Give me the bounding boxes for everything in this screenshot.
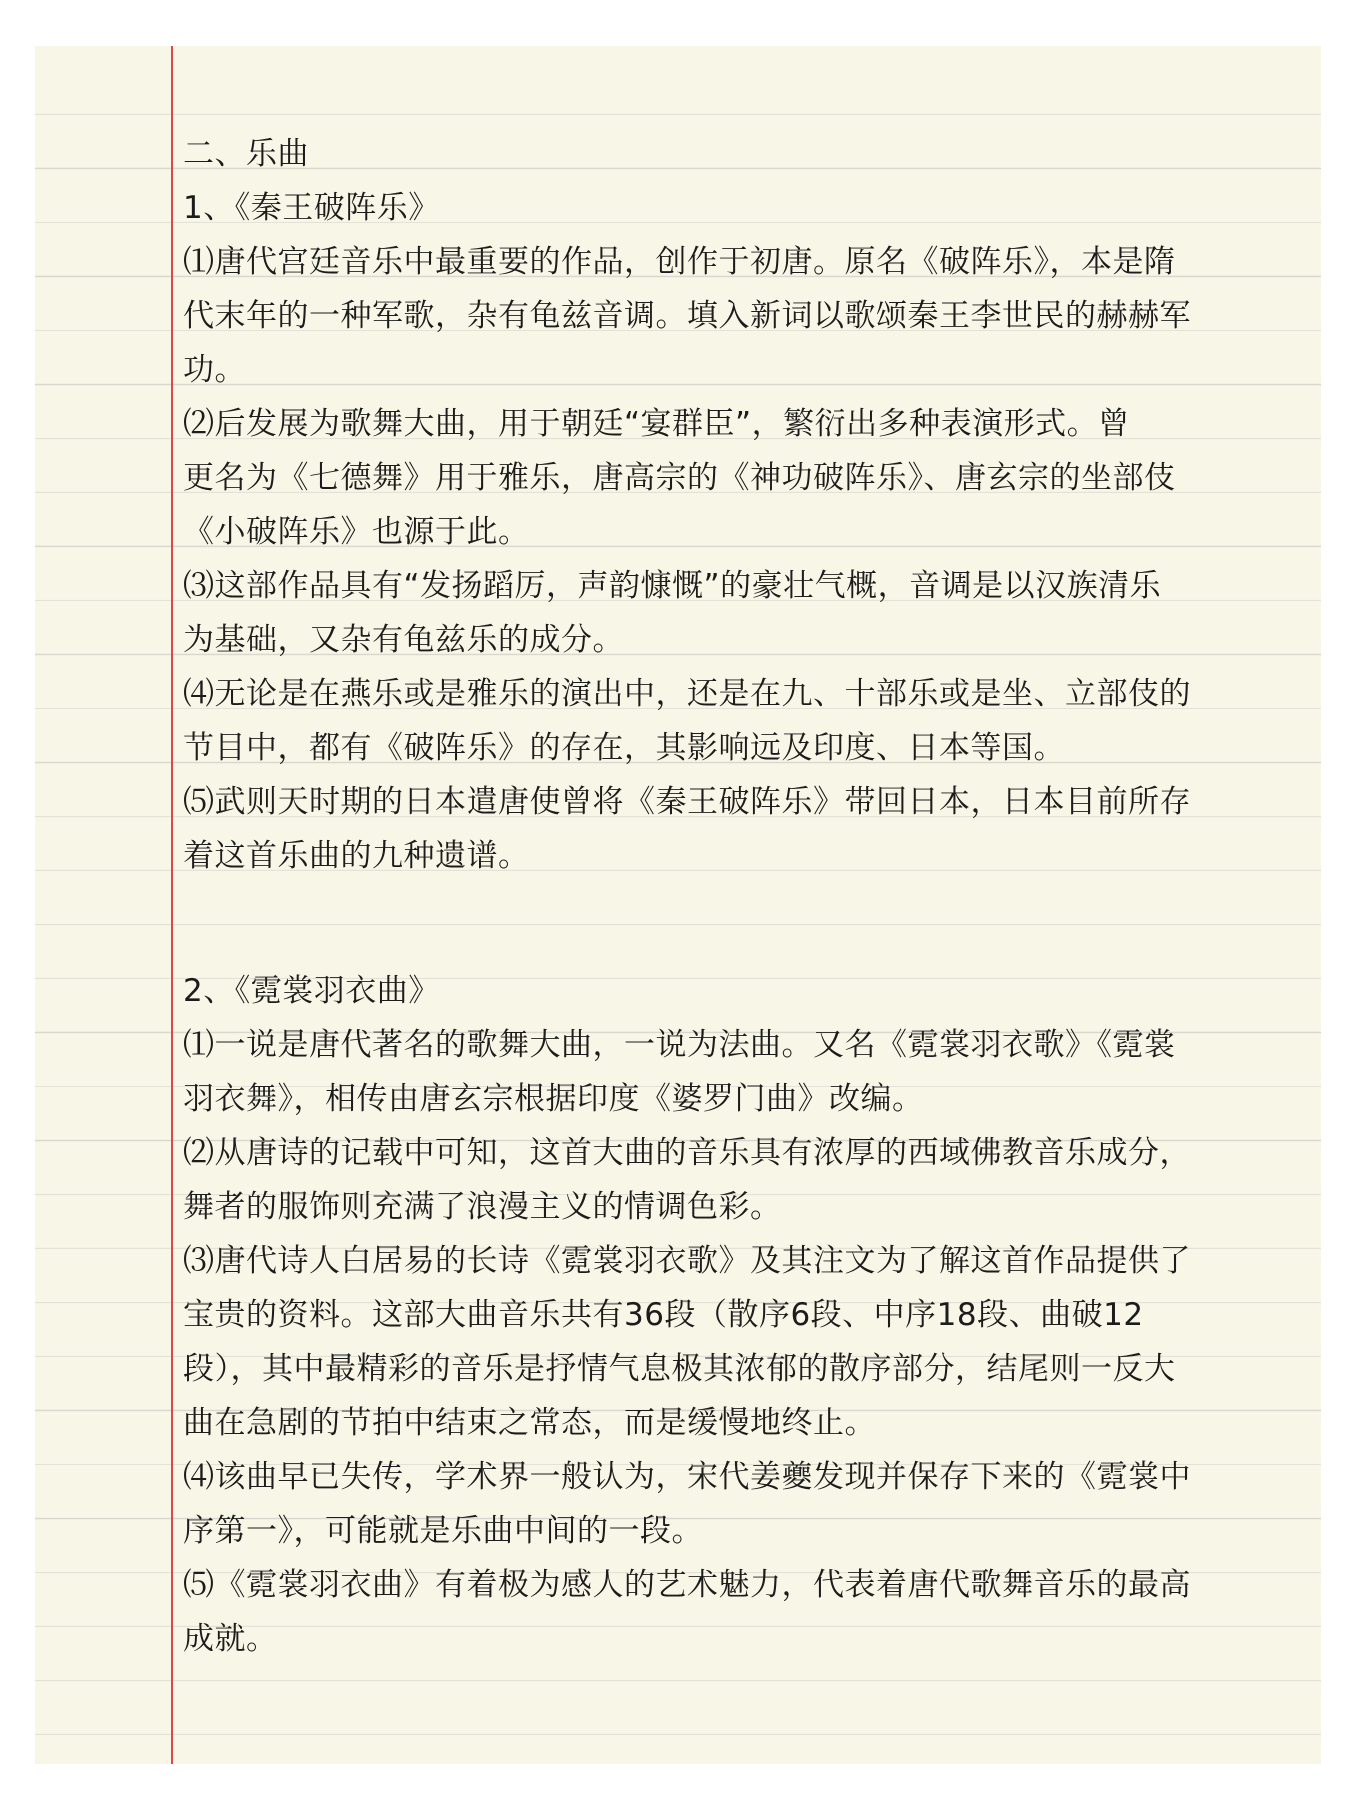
text-line: 成就。 bbox=[183, 1621, 278, 1657]
text-line: ⑸武则天时期的日本遣唐使曾将《秦王破阵乐》带回日本，日本目前所存 bbox=[183, 784, 1191, 820]
subsection-heading: 2、《霓裳羽衣曲》 bbox=[183, 973, 440, 1009]
text-line: ⑶这部作品具有“发扬蹈厉，声韵慷慨”的豪壮气概，音调是以汉族清乐 bbox=[183, 568, 1162, 604]
section-heading: 二、乐曲 bbox=[183, 136, 309, 172]
text-line: 曲在急剧的节拍中结束之常态，而是缓慢地终止。 bbox=[183, 1405, 876, 1441]
text-line: 羽衣舞》，相传由唐玄宗根据印度《婆罗门曲》改编。 bbox=[183, 1081, 924, 1117]
text-line: ⑴唐代宫廷音乐中最重要的作品，创作于初唐。原名《破阵乐》，本是隋 bbox=[183, 244, 1176, 280]
text-line: 着这首乐曲的九种遗谱。 bbox=[183, 838, 530, 874]
text-line: ⑵后发展为歌舞大曲，用于朝廷“宴群臣”，繁衍出多种表演形式。曾 bbox=[183, 406, 1130, 442]
text-line: ⑸《霓裳羽衣曲》有着极为感人的艺术魅力，代表着唐代歌舞音乐的最高 bbox=[183, 1567, 1191, 1603]
text-line: 段），其中最精彩的音乐是抒情气息极其浓郁的散序部分，结尾则一反大 bbox=[183, 1351, 1176, 1387]
text-line: 代末年的一种军歌，杂有龟兹音调。填入新词以歌颂秦王李世民的赫赫军 bbox=[183, 298, 1191, 334]
text-line: 功。 bbox=[183, 352, 246, 388]
text-line: 为基础，又杂有龟兹乐的成分。 bbox=[183, 622, 624, 658]
margin-line bbox=[171, 46, 173, 1764]
text-line: 宝贵的资料。这部大曲音乐共有36段（散序6段、中序18段、曲破12 bbox=[183, 1297, 1144, 1333]
text-line: 舞者的服饰则充满了浪漫主义的情调色彩。 bbox=[183, 1189, 782, 1225]
text-line: 节目中，都有《破阵乐》的存在，其影响远及印度、日本等国。 bbox=[183, 730, 1065, 766]
notebook-page bbox=[35, 46, 1321, 1764]
text-line: 更名为《七德舞》用于雅乐，唐高宗的《神功破阵乐》、唐玄宗的坐部伎 bbox=[183, 460, 1176, 496]
text-line: ⑶唐代诗人白居易的长诗《霓裳羽衣歌》及其注文为了解这首作品提供了 bbox=[183, 1243, 1191, 1279]
text-line: 《小破阵乐》也源于此。 bbox=[183, 514, 530, 550]
text-line: ⑵从唐诗的记载中可知，这首大曲的音乐具有浓厚的西域佛教音乐成分， bbox=[183, 1135, 1191, 1171]
text-line: ⑷该曲早已失传，学术界一般认为，宋代姜夔发现并保存下来的《霓裳中 bbox=[183, 1459, 1191, 1495]
note-content bbox=[183, 46, 1313, 1764]
text-line: 序第一》，可能就是乐曲中间的一段。 bbox=[183, 1513, 703, 1549]
subsection-heading: 1、《秦王破阵乐》 bbox=[183, 190, 440, 226]
text-line: ⑷无论是在燕乐或是雅乐的演出中，还是在九、十部乐或是坐、立部伎的 bbox=[183, 676, 1191, 712]
text-line: ⑴一说是唐代著名的歌舞大曲，一说为法曲。又名《霓裳羽衣歌》《霓裳 bbox=[183, 1027, 1176, 1063]
